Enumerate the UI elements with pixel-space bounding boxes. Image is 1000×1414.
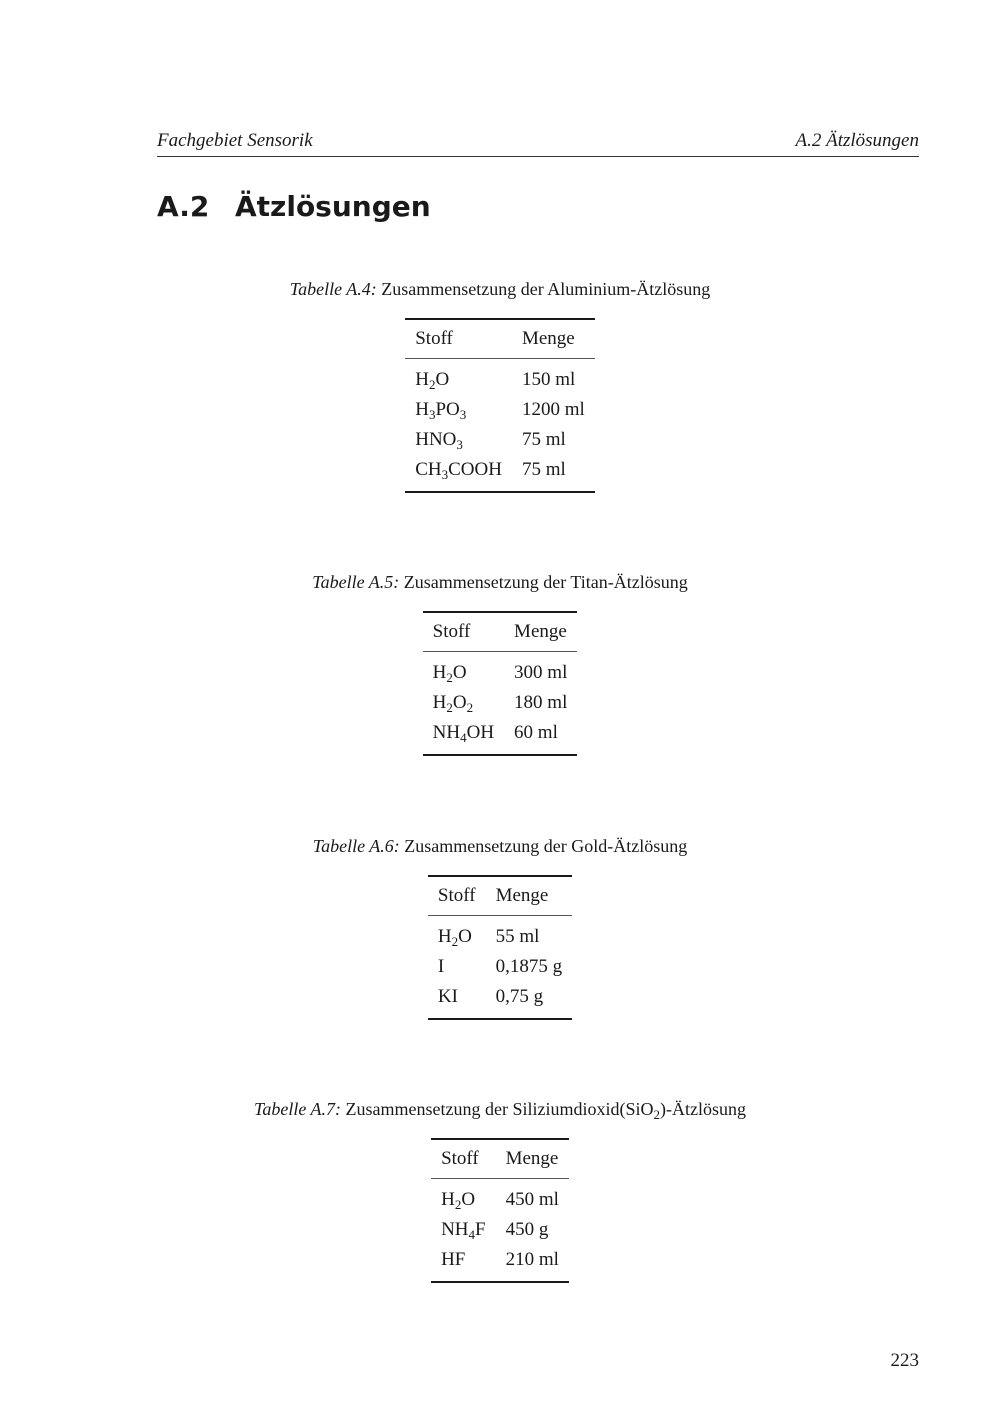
amount-cell: 450 g [505, 1219, 549, 1240]
section-title: Ätzlösungen [235, 190, 431, 223]
table-row [431, 1215, 569, 1245]
table-row [428, 982, 572, 1019]
table-row [431, 1179, 569, 1216]
amount-cell: 180 ml [514, 692, 568, 713]
table-row [431, 1245, 569, 1282]
composition-table [428, 875, 572, 1020]
table-row [405, 455, 595, 492]
table-caption-label: Tabelle A.4: [289, 279, 377, 299]
amount-cell: 1200 ml [521, 399, 585, 420]
column-header-substance: Stoff [431, 1139, 496, 1179]
header-section-title: A.2 Ätzlösungen [795, 130, 919, 151]
column-header-amount: Menge [512, 319, 595, 359]
column-header-substance: Stoff [428, 876, 486, 916]
column-header-amount: Menge [496, 1139, 569, 1179]
table-caption-label: Tabelle A.7: [254, 1099, 342, 1119]
composition-table [423, 611, 578, 756]
header-chapter-title: Fachgebiet Sensorik [157, 130, 313, 151]
substance-cell: $H_2O$ [415, 369, 450, 392]
amount-cell: 300 ml [514, 662, 568, 683]
table-caption-text: Zusammensetzung der Siliziumdioxid(SiO$_2$)-Ätzlösung [345, 1099, 746, 1122]
amount-cell: 75 ml [521, 429, 566, 450]
table-caption [0, 835, 1000, 857]
amount-cell: 75 ml [521, 459, 566, 480]
table-header-row [405, 319, 595, 359]
table-caption-text: Zusammensetzung der Gold-Ätzlösung [404, 836, 688, 856]
page-number: 223 [890, 1350, 919, 1371]
amount-cell: 450 ml [505, 1189, 559, 1210]
table-caption [0, 278, 1000, 300]
table-header-row [423, 612, 578, 652]
amount-cell: 0,75 g [495, 986, 544, 1007]
substance-cell: $H_2O$ [432, 662, 467, 685]
table-row [423, 652, 578, 689]
table-caption [0, 571, 1000, 593]
table-row [405, 425, 595, 455]
amount-cell: 210 ml [505, 1249, 559, 1270]
column-header-amount: Menge [504, 612, 577, 652]
substance-cell: $NH_4OH$ [432, 722, 495, 745]
column-header-substance: Stoff [423, 612, 504, 652]
table-block-a6 [0, 835, 1000, 1020]
table-caption-text: Zusammensetzung der Titan-Ätzlösung [403, 572, 688, 592]
table-header-row [431, 1139, 569, 1179]
composition-table [431, 1138, 569, 1283]
substance-cell: $NH_4F$ [441, 1219, 486, 1242]
substance-cell: I [437, 956, 445, 977]
table-caption [0, 1098, 1000, 1120]
table-row [423, 718, 578, 755]
table-block-a7 [0, 1098, 1000, 1283]
running-header [157, 128, 919, 157]
table-block-a4 [0, 278, 1000, 493]
substance-cell: $HNO_3$ [415, 429, 463, 452]
amount-cell: 60 ml [514, 722, 558, 743]
substance-cell: $H_2O$ [437, 926, 472, 949]
table-row [405, 395, 595, 425]
amount-cell: 55 ml [495, 926, 540, 947]
substance-cell: HF [441, 1249, 466, 1270]
substance-cell: $H_2O$ [441, 1189, 476, 1212]
table-row [428, 952, 572, 982]
substance-cell: KI [437, 986, 458, 1007]
substance-cell: $H_3PO_3$ [415, 399, 467, 422]
table-caption-label: Tabelle A.6: [312, 836, 400, 856]
table-caption-label: Tabelle A.5: [312, 572, 400, 592]
table-row [423, 688, 578, 718]
table-row [405, 359, 595, 396]
column-header-amount: Menge [486, 876, 573, 916]
table-block-a5 [0, 571, 1000, 756]
table-header-row [428, 876, 572, 916]
amount-cell: 150 ml [521, 369, 576, 390]
table-row [428, 916, 572, 953]
substance-cell: $CH_3COOH$ [415, 459, 502, 482]
section-number: A.2 [157, 190, 210, 223]
amount-cell: 0,1875 g [495, 956, 563, 977]
substance-cell: $H_2O_2$ [432, 692, 474, 715]
table-caption-text: Zusammensetzung der Aluminium-Ätzlösung [381, 279, 711, 299]
section-heading [157, 190, 431, 223]
column-header-substance: Stoff [405, 319, 512, 359]
composition-table [405, 318, 595, 493]
